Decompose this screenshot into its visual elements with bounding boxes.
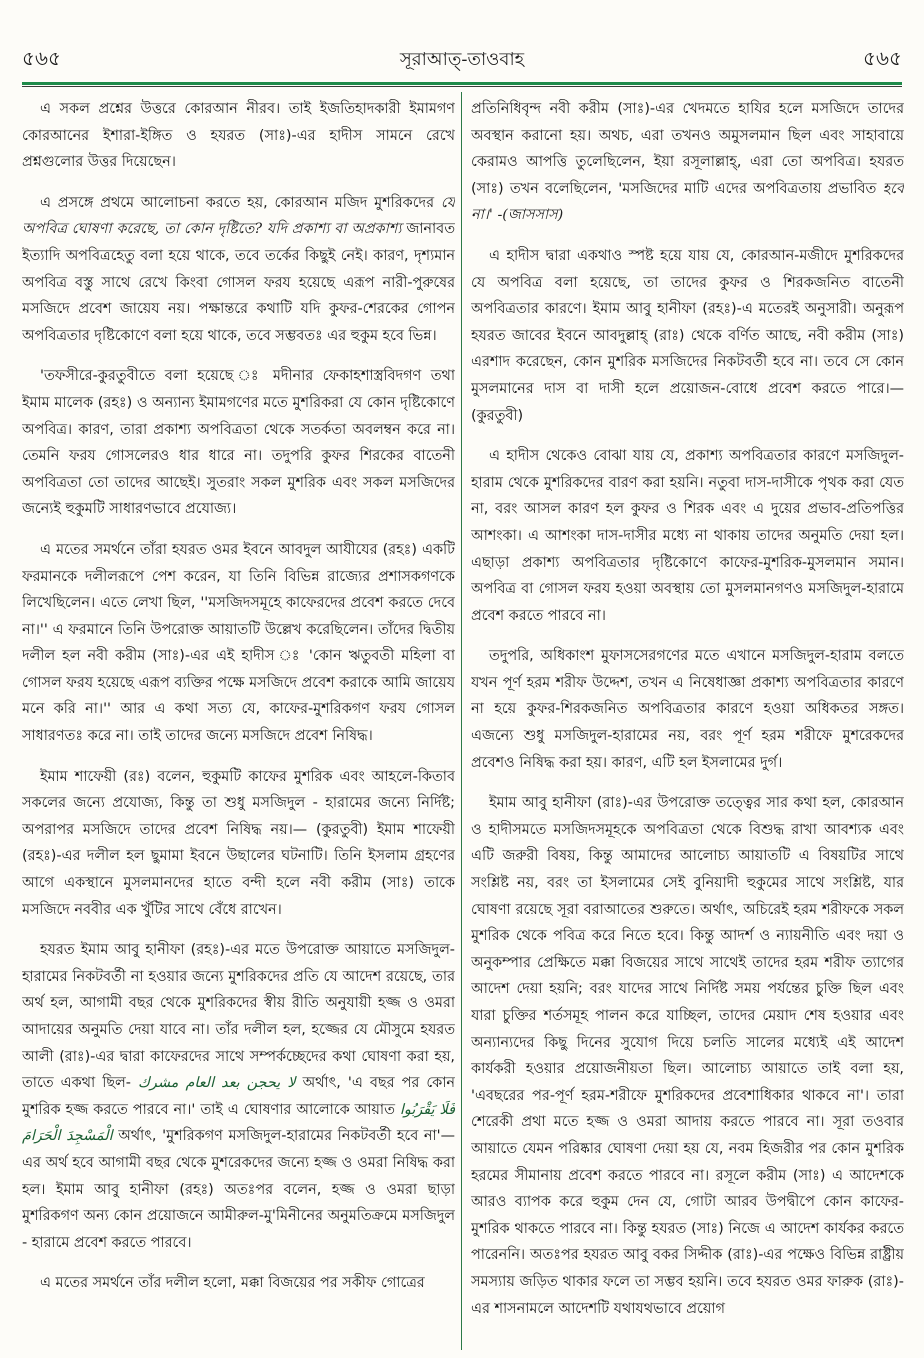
paragraph-text: অর্থাৎ, 'মুশরিকগণ মসজিদুল-হারামের নিকটবর্তী হবে না'—এর অর্থ হবে আগামী বছর থেকে মুশরেকদের জন্যে হজ্জ ও ওমরা নিষিদ্ধ করা হল। ইমাম আবু হানীফা (রহঃ) অতঃপর বলেন, হজ্জ ও ওমরা ছাড়া মুশরিকগণ অন্য কোন প্রয়োজনে আমীরুল-মু'মিনীনের অনুমতিক্রমে মসজিদুল - হারামে প্রবেশ করতে পারবে। bbox=[22, 1128, 455, 1251]
paragraph bbox=[22, 190, 455, 350]
paragraph bbox=[22, 937, 455, 1256]
paragraph: এ মতের সমর্থনে তাঁরা হযরত ওমর ইবনে আবদুল আযীযের (রহঃ) একটি ফরমানকে দলীলরূপে পেশ করেন, যা তিনি বিভিন্ন রাজ্যের প্রশাসকগণকে লিখেছিলেন। এতে লেখা ছিল, ''মসজিদসমূহে কাফেরদের প্রবেশ করতে দেবে না।'' এ ফরমানে তিনি উপরোক্ত আয়াতটি উল্লেখ করেছিলেন। তাঁদের দ্বিতীয় দলীল হল নবী করীম (সাঃ)-এর এই হাদীস ঃ 'কোন ঋতুবতী মহিলা বা গোসল ফরয হয়েছে এরূপ ব্যক্তির পক্ষে মসজিদে প্রবেশ করাকে আমি জায়েয মনে করি না।'' আর এ কথা সত্য যে, কাফের-মুশরিকগণ ফরয গোসল সাধারণতঃ করে না। তাই তাদের জন্যে মসজিদে প্রবেশ নিষিদ্ধ। bbox=[22, 541, 455, 745]
paragraph-text: জানাবত ইত্যাদি অপবিত্রহেতু বলা হয়ে থাকে, তবে তর্কের কিছুই নেই। কারণ, দৃশ্যমান অপবিত্র বস্তু সাথে রেখে কিংবা গোসল ফরয হয়েছে এরূপ নারী-পুরুষের মসজিদে প্রবেশ জায়েয নয়। পক্ষান্তরে কথাটি যদি কুফর-শেরকের গোপন অপবিত্রতার দৃষ্টিকোণে বলা হয়ে থাকে, তবে সম্ভবতঃ এর হুকুম হবে ভিন্ন। bbox=[22, 221, 455, 344]
header-rule bbox=[22, 82, 902, 85]
paragraph bbox=[471, 96, 904, 229]
paragraph: ইমাম আবু হানীফা (রাঃ)-এর উপরোক্ত তত্ত্বের সার কথা হল, কোরআন ও হাদীসমতে মসজিদসমূহকে অপবিত্রতা থেকে বিশুদ্ধ রাখা আবশ্যক এবং এটি জরুরী বিষয়, কিন্তু আমাদের আলোচ্য আয়াতটি এ বিষয়টির সাথে সংশ্লিষ্ট নয়, বরং তা ইসলামের সেই বুনিয়াদী হুকুমের সাথে সংশ্লিষ্ট, যার ঘোষণা রয়েছে সূরা বরাআতের শুরুতে। অর্থাৎ, অচিরেই হরম শরীফকে সকল মুশরিক থেকে পবিত্র করে নিতে হবে। কিন্তু আদর্শ ও ন্যায়নীতি এবং দয়া ও অনুকম্পার প্রেক্ষিতে মক্কা বিজয়ের সাথে সাথেই তাদের হরম শরীফ ত্যাগের আদেশ দেয়া হয়নি; বরং যাদের সাথে নির্দিষ্ট সময় পর্যন্তের চুক্তি ছিল এবং যারা চুক্তির শর্তসমূহ পালন করে যাচ্ছিল, তাদের মেয়াদ শেষ হওয়ার এবং অন্যান্যদের কিছু দিনের সুযোগ দিয়ে চলতি সালের মধ্যেই এই আদেশ কার্যকরী হওয়ার প্রয়োজনীয়তা ছিল। আলোচ্য আয়াতে তাই বলা হয়, 'এবছরের পর-পূর্ণ হরম-শরীফে মুশরিকদের প্রবেশাধিকার থাকবে না'। তারা শেরেকী প্রথা মতে হজ্জ ও ওমরা আদায় করতে পারবে না। সূরা তওবার আয়াতে যেমন পরিষ্কার ঘোষণা দেয়া হয় যে, নবম হিজরীর পর কোন মুশরিক হরমের সীমানায় প্রবেশ করতে পারবে না। রসূলে করীম (সাঃ) এ আদেশকে আরও ব্যাপক করে হুকুম দেন যে, গোটা আরব উপদ্বীপে কোন কাফের-মুশরিক থাকতে পারবে না। কিন্তু হযরত (সাঃ) নিজে এ আদেশ কার্যকর করতে পারেননি। অতঃপর হযরত আবু বকর সিদ্দীক (রাঃ)-এর পক্ষেও বিভিন্ন রাষ্ট্রীয় সমস্যায় জড়িত থাকার ফলে তা সম্ভব হয়নি। তবে হযরত ওমর ফারুক (রাঃ)-এর শাসনামলে আদেশটি যথাযথভাবে প্রয়োগ bbox=[471, 795, 904, 1317]
paragraph: ইমাম শাফেয়ী (রঃ) বলেন, হুকুমটি কাফের মুশরিক এবং আহলে-কিতাব সকলের জন্যে প্রযোজ্য, কিন্তু তা শুধু মসজিদুল - হারামের জন্যে নির্দিষ্ট; অপরাপর মসজিদে তাদের প্রবেশ নিষিদ্ধ নয়।— (কুরতুবী) ইমাম শাফেয়ী (রহঃ)-এর দলীল হল ছুমামা ইবনে উছালের ঘটনাটি। তিনি ইসলাম গ্রহণের আগে একস্থানে মুসলমানদের হাতে বন্দী হলে নবী করীম (সাঃ) তাকে মসজিদে নববীর এক খুঁটির সাথে বেঁধে রাখেন। bbox=[22, 768, 455, 918]
running-title: সূরাআত্‌-তাওবাহ bbox=[399, 48, 525, 70]
paragraph-text: এ প্রসঙ্গে প্রথমে আলোচনা করতে হয়, কোরআন মজিদ মুশরিকদের bbox=[40, 194, 435, 211]
handwritten-insertion: হবে না।' -(জাসসাস) bbox=[471, 180, 904, 224]
arabic-quote: لا يحجن بعد العام مشرك bbox=[138, 1075, 296, 1092]
page-number-right: ৫৬৫ bbox=[863, 45, 902, 70]
page-header bbox=[22, 40, 902, 80]
paragraph: তদুপরি, অধিকাংশ মুফাসসেরগণের মতে এখানে মসজিদুল-হারাম বলতে যখন পূর্ণ হরম শরীফ উদ্দেশ, তখন এ নিষেধাজ্ঞা প্রকাশ্য অপবিত্রতার কারণে না হয়ে কুফর-শিরকজনিত অপবিত্রতার কারণে হওয়া অধিকতর সঙ্গত। এজন্যে শুধু মসজিদুল-হারামের নয়, বরং পূর্ণ হরম শরীফে মুশরেকদের প্রবেশও নিষিদ্ধ করা হয়। কারণ, এটি হল ইসলামের দুর্গ। bbox=[471, 648, 904, 771]
paragraph-text: প্রতিনিধিবৃন্দ নবী করীম (সাঃ)-এর খেদমতে হাযির হলে মসজিদে তাদের অবস্থান করানো হয়। অথচ, এরা তখনও অমুসলমান ছিল এবং সাহাবায়ে কেরামও আপত্তি তুলেছিলেন, ইয়া রসূলাল্লাহ্, এরা তো অপবিত্র। হযরত (সাঃ) তখন বলেছিলেন, 'মসজিদের মাটি এদের অপবিত্রতায় প্রভাবিত bbox=[471, 101, 904, 197]
paragraph-text: হযরত ইমাম আবু হানীফা (রহঃ)-এর মতে উপরোক্ত আয়াতে মসজিদুল-হারামের নিকটবর্তী না হওয়ার জন্যে মুশরিকদের প্রতি যে আদেশ রয়েছে, তার অর্থ হল, আগামী বছর থেকে মুশরিকদের স্বীয় রীতি অনুযায়ী হজ্জ ও ওমরা আদায়ের অনুমতি দেয়া যাবে না। তাঁর দলীল হল, হজ্জের যে মৌসুমে হযরত আলী (রাঃ)-এর দ্বারা কাফেরদের সাথে সম্পর্কচ্ছেদের কথা ঘোষণা করা হয়, তাতে একথা ছিল- bbox=[22, 942, 455, 1092]
paragraph: এ হাদীস থেকেও বোঝা যায় যে, প্রকাশ্য অপবিত্রতার কারণে মসজিদুল-হারাম থেকে মুশরিকদের বারণ করা হয়নি। নতুবা দাস-দাসীকে পৃথক করা যেত না, বরং আসল কারণ হল কুফর ও শিরক এবং এ দুয়ের প্রভাব-প্রতিপত্তির আশংকা। এ আশংকা দাস-দাসীর মধ্যে না থাকায় তাদের অনুমতি দেয়া হল। এছাড়া প্রকাশ্য অপবিত্রতার দৃষ্টিকোণে কাফের-মুশরিক-মুসলমান সমান। অপবিত্র বা গোসল ফরয হওয়া অবস্থায় তো মুসলমানগণও মসজিদুল-হারামে প্রবেশ করতে পারবে না। bbox=[471, 448, 904, 624]
paragraph: 'তফসীরে-কুরতুবীতে বলা হয়েছে ঃ মদীনার ফেকাহশাস্ত্রবিদগণ তথা ইমাম মালেক (রহঃ) ও অন্যান্য ইমামগণের মতে মুশরিকরা যে কোন দৃষ্টিকোণে অপবিত্র। কারণ, তারা প্রকাশ্য অপবিত্রতা থেকে সতর্কতা অবলম্বন করে না। তেমনি ফরয গোসলেরও ধার ধারে না। তদুপরি কুফর শিরকের বাতেনী অপবিত্রতা তো তাদের আছেই। সুতরাং সকল মুশরিক এবং সকল মসজিদের জন্যেই হুকুমটি সাধারণভাবে প্রযোজ্য। bbox=[22, 368, 455, 518]
paragraph: এ হাদীস দ্বারা একথাও স্পষ্ট হয়ে যায় যে, কোরআন-মজীদে মুশরিকদের যে অপবিত্র বলা হয়েছে, তা তাদের কুফর ও শিরকজনিত বাতেনী অপবিত্রতার কারণে। ইমাম আবু হানীফা (রহঃ)-এ মতেরই অনুসারী। অনুরূপ হযরত জাবের ইবনে আবদুল্লাহ্ (রাঃ) থেকে বর্ণিত আছে, নবী করীম (সাঃ) এরশাদ করেছেন, কোন মুশরিক মসজিদের নিকটবর্তী হবে না। তবে সে কোন মুসলমানের দাস বা দাসী হলে প্রয়োজন-বোধে প্রবেশ করতে পারে।—(কুরতুবী) bbox=[471, 247, 904, 424]
paragraph-text: অর্থাৎ, 'এ বছর পর কোন মুশরিক হজ্জ করতে পারবে না।' তাই এ ঘোষণার আলোকে আয়াত bbox=[22, 1075, 455, 1118]
handwritten-insertion: যে অপবিত্র ঘোষণা করেছে, তা কোন দৃষ্টিতে? যদি প্রকাশ্য বা অপ্রকাশ্য bbox=[22, 194, 455, 238]
right-column bbox=[471, 96, 904, 1351]
left-column bbox=[22, 96, 455, 1351]
header-rule-thin bbox=[22, 86, 902, 87]
page-number-left: ৫৬৫ bbox=[22, 45, 61, 70]
paragraph: এ সকল প্রশ্নের উত্তরে কোরআন নীরব। তাই ইজতিহাদকারী ইমামগণ কোরআনের ইশারা-ইঙ্গিত ও হযরত (সাঃ)-এর হাদীস সামনে রেখে প্রশ্নগুলোর উত্তর দিয়েছেন। bbox=[22, 101, 455, 171]
arabic-verse: فَلَا يَقْرَبُوا الْمَسْجِدَ الْحَرَامَ bbox=[22, 1101, 455, 1145]
paragraph: এ মতের সমর্থনে তাঁর দলীল হলো, মক্কা বিজয়ের পর সকীফ গোত্রের bbox=[40, 1275, 425, 1292]
column-divider bbox=[461, 92, 462, 1350]
